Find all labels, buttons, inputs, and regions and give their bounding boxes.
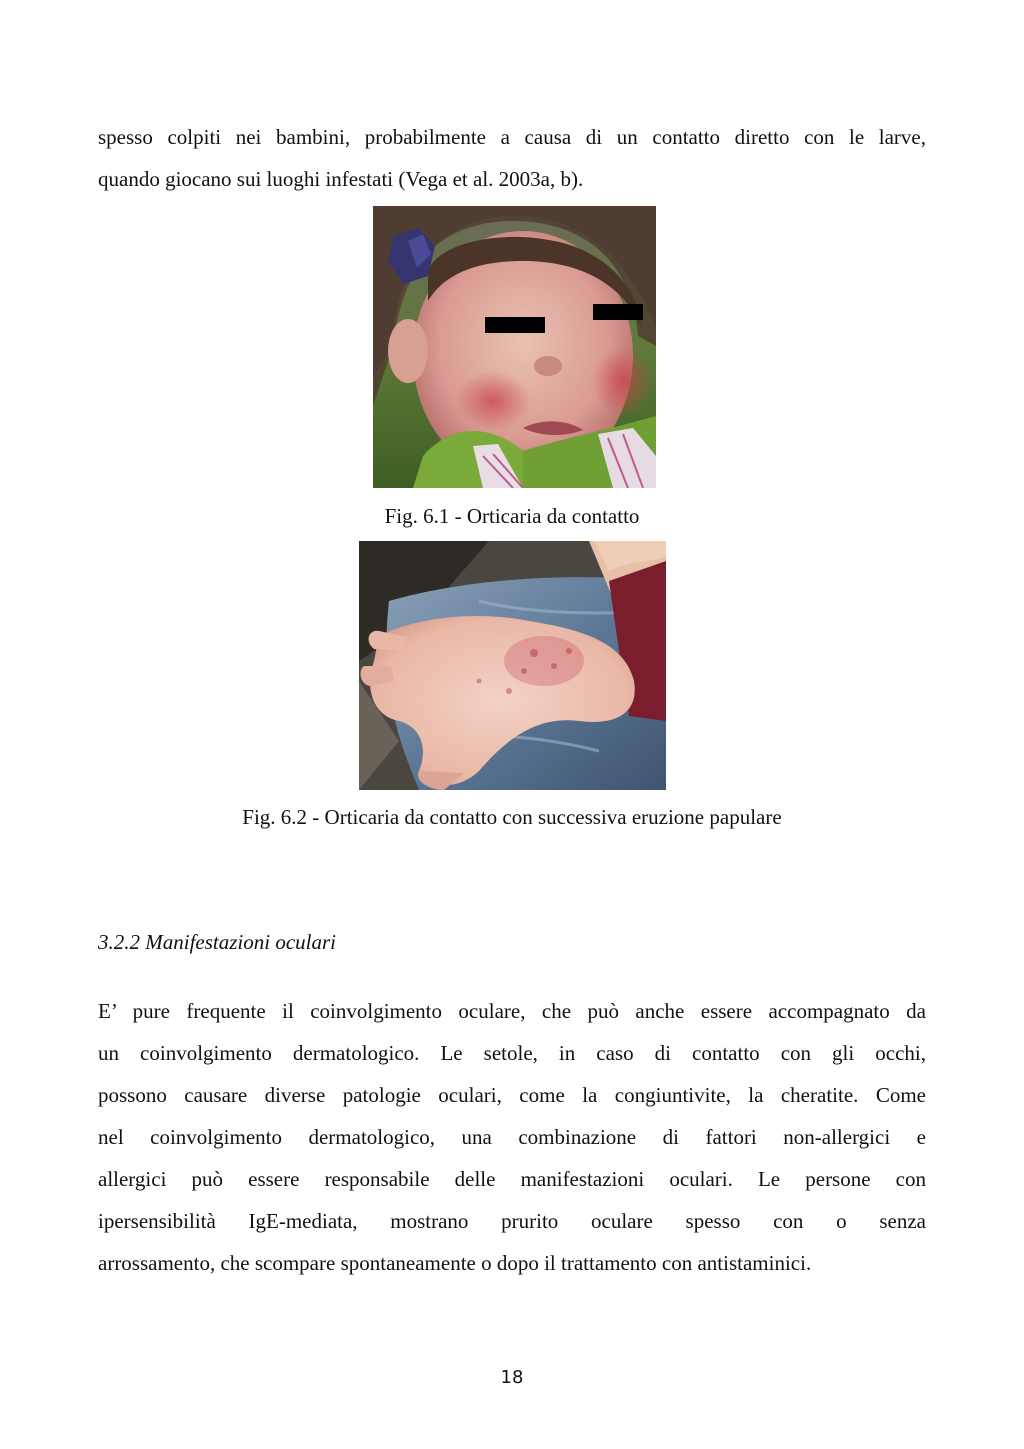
- section-heading: 3.2.2 Manifestazioni oculari: [98, 930, 336, 954]
- paragraph-line: nel coinvolgimento dermatologico, una combinazione di fattori non-allergici e: [98, 1125, 926, 1149]
- paragraph-line: possono causare diverse patologie oculari, come la congiuntivite, la cheratite. Come: [98, 1083, 926, 1107]
- paragraph-line: arrossamento, che scompare spontaneamente o dopo il trattamento con antistaminici.: [98, 1251, 812, 1275]
- section-paragraph: [98, 990, 926, 1284]
- figure-6-2-photo: [359, 541, 666, 790]
- paragraph-line: quando giocano sui luoghi infestati (Vega et al. 2003a, b).: [98, 167, 584, 191]
- figure-6-2-caption: Fig. 6.2 - Orticaria da contatto con successiva eruzione papulare: [242, 805, 782, 829]
- paragraph-line: spesso colpiti nei bambini, probabilmente a causa di un contatto diretto con le larve,: [98, 125, 926, 149]
- figure-6-1-caption: Fig. 6.1 - Orticaria da contatto: [384, 504, 640, 528]
- intro-paragraph: [98, 116, 926, 200]
- paragraph-line: un coinvolgimento dermatologico. Le setole, in caso di contatto con gli occhi,: [98, 1041, 926, 1065]
- eye-censor-bar: [593, 304, 643, 320]
- page-number: 18: [500, 1367, 524, 1388]
- paragraph-line: E’ pure frequente il coinvolgimento oculare, che può anche essere accompagnato da: [98, 999, 926, 1023]
- figure-6-1-photo: [373, 206, 656, 488]
- child-face-photo: [373, 206, 656, 488]
- wrist-rash-photo: [359, 541, 666, 790]
- paragraph-line: ipersensibilità IgE-mediata, mostrano prurito oculare spesso con o senza: [98, 1209, 926, 1233]
- eye-censor-bar: [485, 317, 545, 333]
- paragraph-line: allergici può essere responsabile delle manifestazioni oculari. Le persone con: [98, 1167, 926, 1191]
